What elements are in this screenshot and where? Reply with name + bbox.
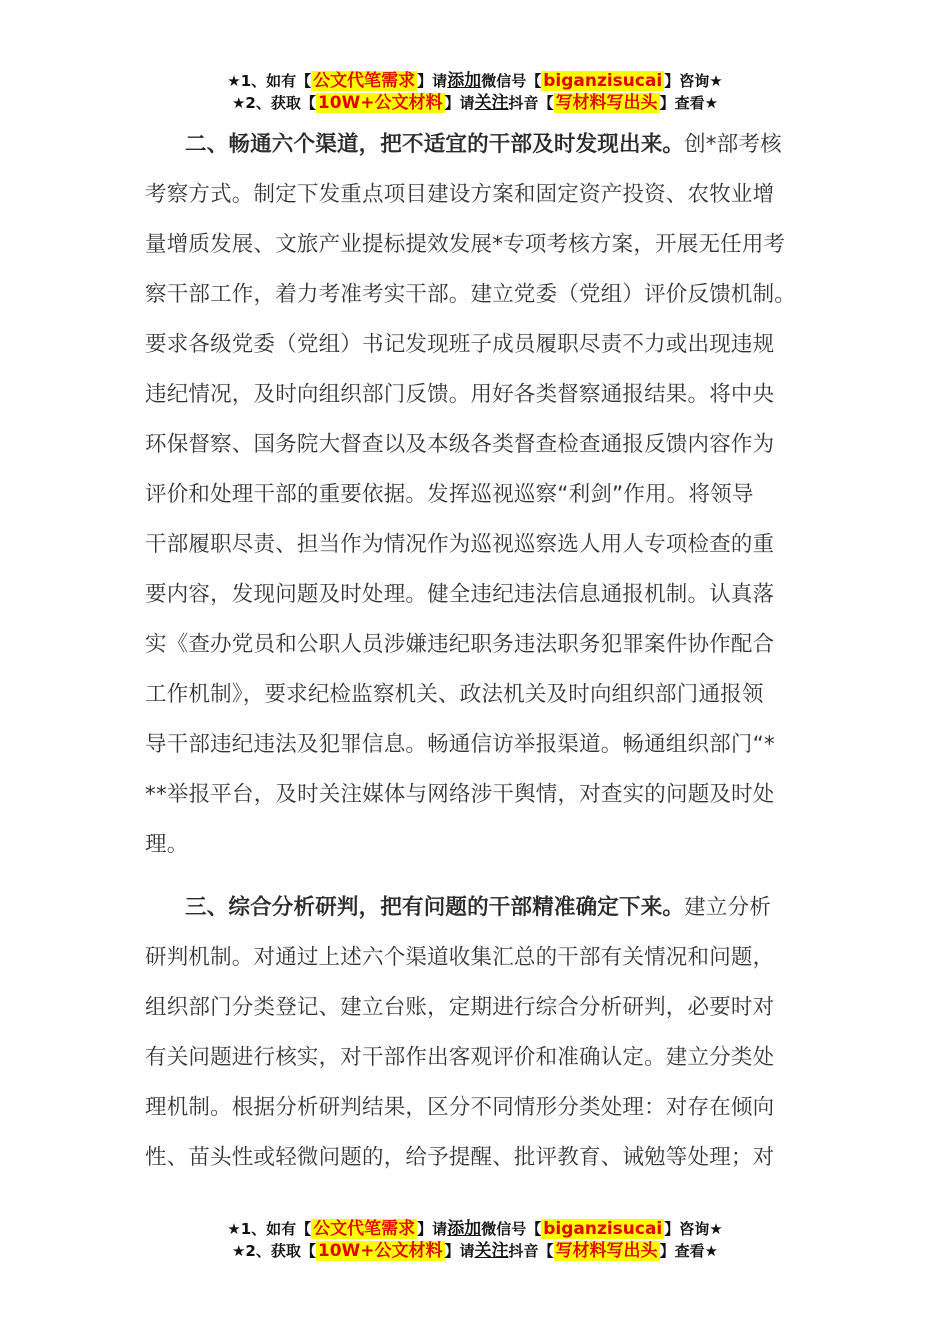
paragraph-line: 量增质发展、文旅产业提标提效发展*专项考核方案，开展无任用考	[145, 232, 786, 257]
paragraph-line: 性、苗头性或轻微问题的，给予提醒、批评教育、诫勉等处理；对	[145, 1145, 775, 1170]
paragraph-line: 察干部工作，着力考准考实干部。建立党委（党组）评价反馈机制。	[145, 282, 797, 307]
top-banner	[0, 70, 950, 114]
section-2-first-line	[145, 120, 813, 170]
banner-text: ★1、如有【	[227, 1220, 312, 1238]
paragraph-line: 评价和处理干部的重要依据。发挥巡视巡察“利剑”作用。将领导	[145, 482, 754, 507]
banner-highlight: 10W+公文材料	[317, 93, 443, 113]
paragraph-line: 要求各级党委（党组）书记发现班子成员履职尽责不力或出现违规	[145, 332, 775, 357]
banner-text: 】咨询★	[664, 72, 723, 90]
banner-underlined: 关注	[474, 93, 509, 113]
section-2-text: 创*部考核	[684, 132, 782, 157]
paragraph-line: 实《查办党员和公职人员涉嫌违纪职务违法职务犯罪案件协作配合	[145, 632, 775, 657]
banner-text: 抖音【	[508, 94, 554, 112]
banner-highlight: 10W+公文材料	[317, 1241, 443, 1261]
banner-text: 】请	[444, 1242, 475, 1260]
banner-text: ★1、如有【	[227, 72, 312, 90]
banner-highlight: biganzisucai	[543, 1219, 663, 1239]
banner-highlight: 公文代笔需求	[313, 1219, 416, 1239]
banner-text: 微信号【	[481, 72, 542, 90]
section-3-heading: 三、综合分析研判，把有问题的干部精准确定下来。	[185, 895, 685, 920]
section-2-heading: 二、畅通六个渠道，把不适宜的干部及时发现出来。	[185, 132, 685, 157]
banner-line-1	[0, 1218, 950, 1240]
banner-text: 】查看★	[659, 1242, 719, 1260]
paragraph-line: 理机制。根据分析研判结果，区分不同情形分类处理：对存在倾向	[145, 1095, 775, 1120]
paragraph-line: 有关问题进行核实，对干部作出客观评价和准确认定。建立分类处	[145, 1045, 775, 1070]
banner-highlight: 写材料写出头	[555, 1241, 658, 1261]
document-body	[145, 120, 813, 1183]
paragraph-line: 研判机制。对通过上述六个渠道收集汇总的干部有关情况和问题，	[145, 945, 775, 970]
banner-text: 】咨询★	[664, 1220, 723, 1238]
banner-line-1	[0, 70, 950, 92]
paragraph-gap	[145, 870, 813, 883]
bottom-banner	[0, 1218, 950, 1262]
paragraph-line: 考察方式。制定下发重点项目建设方案和固定资产投资、农牧业增	[145, 182, 775, 207]
paragraph-line: **举报平台，及时关注媒体与网络涉干舆情，对查实的问题及时处	[145, 782, 775, 807]
paragraph-line: 要内容，发现问题及时处理。健全违纪违法信息通报机制。认真落	[145, 582, 775, 607]
banner-text: ★2、获取【	[231, 94, 316, 112]
banner-text: 抖音【	[508, 1242, 554, 1260]
banner-text: 】查看★	[659, 94, 719, 112]
paragraph-line: 组织部门分类登记、建立台账，定期进行综合分析研判，必要时对	[145, 995, 775, 1020]
banner-line-2	[0, 1240, 950, 1262]
banner-text: ★2、获取【	[231, 1242, 316, 1260]
paragraph-line: 环保督察、国务院大督查以及本级各类督查检查通报反馈内容作为	[145, 432, 775, 457]
banner-underlined: 添加	[447, 1219, 482, 1239]
section-3-first-line	[145, 883, 813, 933]
banner-text: 微信号【	[481, 1220, 542, 1238]
banner-highlight: biganzisucai	[543, 71, 663, 91]
banner-line-2	[0, 92, 950, 114]
banner-underlined: 关注	[474, 1241, 509, 1261]
banner-text: 】请	[417, 1220, 448, 1238]
paragraph-line: 导干部违纪违法及犯罪信息。畅通信访举报渠道。畅通组织部门“*	[145, 732, 775, 757]
banner-underlined: 添加	[447, 71, 482, 91]
paragraph-line: 干部履职尽责、担当作为情况作为巡视巡察选人用人专项检查的重	[145, 532, 775, 557]
paragraph-line: 理。	[145, 832, 189, 857]
section-3-text: 建立分析	[684, 895, 771, 920]
paragraph-line: 违纪情况，及时向组织部门反馈。用好各类督察通报结果。将中央	[145, 382, 775, 407]
banner-text: 】请	[417, 72, 448, 90]
banner-highlight: 公文代笔需求	[313, 71, 416, 91]
paragraph-line: 工作机制》，要求纪检监察机关、政法机关及时向组织部门通报领	[145, 682, 764, 707]
banner-highlight: 写材料写出头	[555, 93, 658, 113]
banner-text: 】请	[444, 94, 475, 112]
